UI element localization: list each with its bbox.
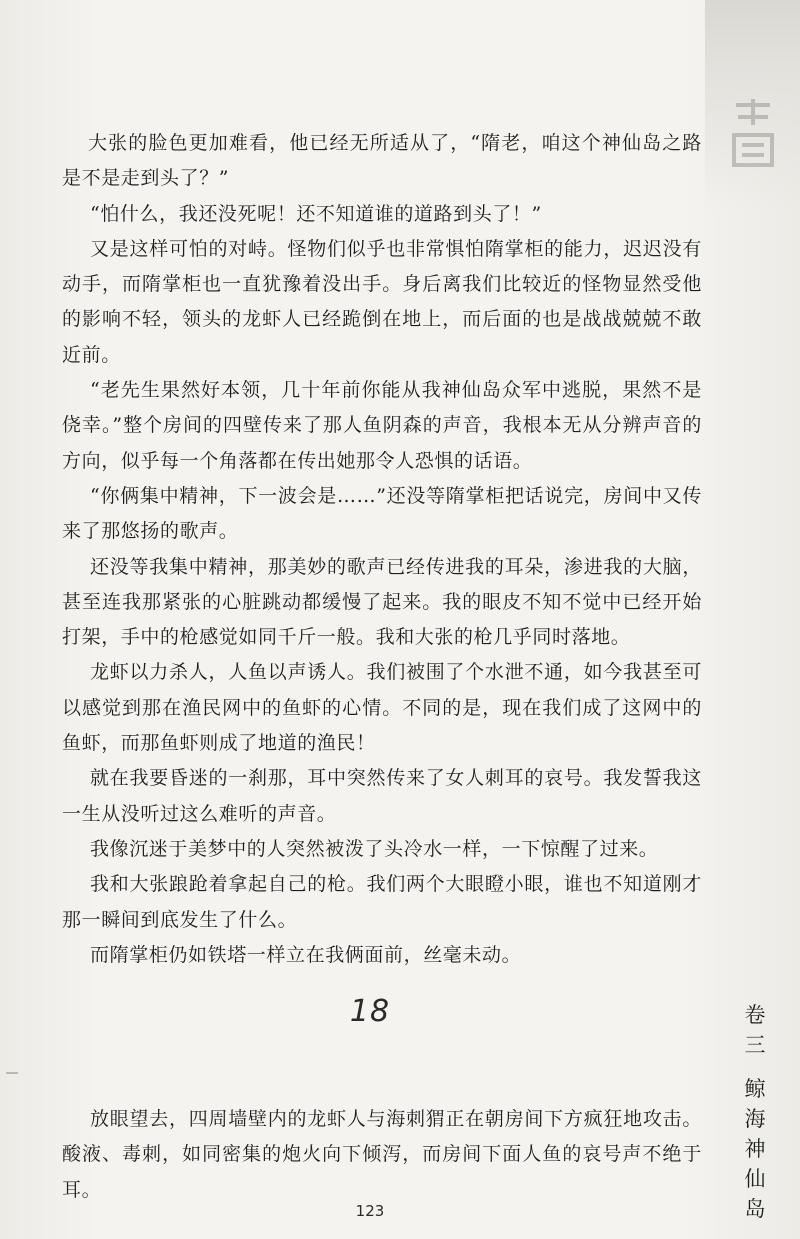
main-text-block bbox=[62, 126, 702, 973]
running-header-vertical bbox=[738, 1000, 772, 1224]
page-number: 123 bbox=[355, 1202, 385, 1220]
paragraph-6: 还没等我集中精神，那美妙的歌声已经传进我的耳朵，渗进我的大脑，甚至连我那紧张的心脏跳动都缓慢了起来。我的眼皮不知不觉中已经开始打架，手中的枪感觉如同千斤一般。我和大张的枪几乎同时落地。 bbox=[62, 555, 702, 649]
margin-mark bbox=[6, 1072, 18, 1074]
side-label-part-char-2: 三 bbox=[744, 1033, 766, 1057]
chapter-number: 18 bbox=[349, 994, 391, 1029]
paragraph-5: “你俩集中精神，下一波会是……”还没等隋掌柜把话说完，房间中又传来了那悠扬的歌声。 bbox=[62, 484, 702, 543]
paragraph-8: 就在我要昏迷的一刹那，耳中突然传来了女人刺耳的哀号。我发誓我这一生从没听过这么难听的声音。 bbox=[62, 767, 702, 825]
paragraph-10: 我和大张踉跄着拿起自己的枪。我们两个大眼瞪小眼，谁也不知道刚才那一瞬间到底发生了什么。 bbox=[62, 873, 702, 931]
chapter-paragraph-1: 放眼望去，四周墙壁内的龙虾人与海刺猬正在朝房间下方疯狂地攻击。酸液、毒刺，如同密集的炮火向下倾泻，而房间下面人鱼的哀号声不绝于耳。 bbox=[62, 1108, 702, 1201]
paragraph-3: 又是这样可怕的对峙。怪物们似乎也非常惧怕隋掌柜的能力，迟迟没有动手，而隋掌柜也一直犹豫着没出手。身后离我们比较近的怪物显然受他的影响不轻，领头的龙虾人已经跪倒在地上，而后面的也是战战兢兢不敢近前。 bbox=[62, 237, 702, 366]
side-label-title-char-5: 岛 bbox=[744, 1197, 766, 1221]
chapter-text-block bbox=[62, 1102, 702, 1208]
side-label-title-char-1: 鲸 bbox=[744, 1077, 766, 1101]
paragraph-2: “怕什么，我还没死呢！还不知道谁的道路到头了！” bbox=[90, 202, 542, 225]
side-label-part-char-1: 卷 bbox=[744, 1003, 766, 1027]
paragraph-9: 我像沉迷于美梦中的人突然被泼了头冷水一样，一下惊醒了过来。 bbox=[90, 837, 659, 860]
paragraph-1: 大张的脸色更加难看，他已经无所适从了，“隋老，咱这个神仙岛之路是不是走到头了？” bbox=[62, 132, 702, 190]
decorative-glyph-watermark bbox=[728, 95, 778, 175]
paragraph-7: 龙虾以力杀人，人鱼以声诱人。我们被围了个水泄不通，如今我甚至可以感觉到那在渔民网中的鱼虾的心情。不同的是，现在我们成了这网中的鱼虾，而那鱼虾则成了地道的渔民！ bbox=[62, 661, 702, 755]
paragraph-11: 而隋掌柜仍如铁塔一样立在我俩面前，丝毫未动。 bbox=[90, 943, 522, 966]
side-label-title-char-4: 仙 bbox=[744, 1167, 766, 1191]
paragraph-4: “老先生果然好本领，几十年前你能从我神仙岛众军中逃脱，果然不是侥幸。”整个房间的四壁传来了那人鱼阴森的声音，我根本无从分辨声音的方向，似乎每一个角落都在传出她那令人恐惧的话语。 bbox=[62, 379, 702, 472]
side-label-title-char-2: 海 bbox=[744, 1107, 766, 1131]
side-label-title-char-3: 神 bbox=[744, 1137, 766, 1161]
